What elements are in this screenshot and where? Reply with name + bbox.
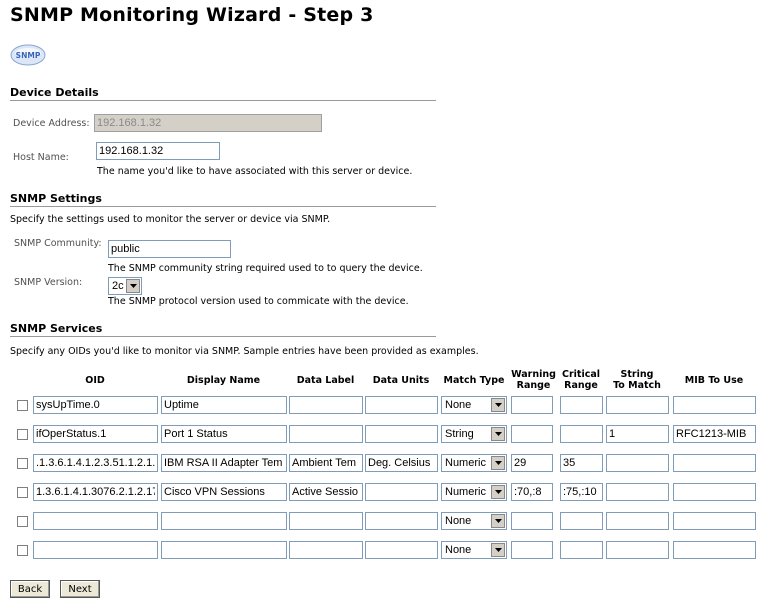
host-name-note: The name you'd like to have associated with this server or device. [97,166,413,177]
snmp-settings-heading: SNMP Settings [10,192,436,207]
mib-to-use-field[interactable] [673,541,756,559]
data-label-field[interactable] [289,454,363,472]
warning-range-field[interactable] [511,541,553,559]
display-name-field[interactable] [161,541,287,559]
string-to-match-field[interactable] [606,425,669,443]
snmp-community-field[interactable] [108,240,231,258]
col-header-match-type: Match Type [443,375,505,386]
host-name-label: Host Name: [13,152,69,163]
chevron-down-icon [491,485,505,499]
match-type-value: Numeric [445,486,486,498]
data-units-field[interactable] [365,454,438,472]
oid-field[interactable] [33,396,158,414]
snmp-version-value: 2c [112,280,124,292]
match-type-select[interactable] [441,396,507,414]
warning-range-field[interactable] [511,425,553,443]
mib-to-use-field[interactable] [673,512,756,530]
string-to-match-field[interactable] [606,396,669,414]
data-label-field[interactable] [289,425,363,443]
data-units-field[interactable] [365,483,438,501]
string-to-match-field[interactable] [606,512,669,530]
match-type-select[interactable] [441,512,507,530]
match-type-value: Numeric [445,457,486,469]
col-header-critical-range: Critical Range [561,369,600,391]
chevron-down-icon [491,427,505,441]
row-checkbox[interactable] [17,458,28,469]
data-units-field[interactable] [365,541,438,559]
data-label-field[interactable] [289,396,363,414]
string-to-match-field[interactable] [606,541,669,559]
display-name-field[interactable] [161,396,287,414]
match-type-select[interactable] [441,425,507,443]
host-name-field[interactable] [96,142,220,160]
chevron-down-icon [491,514,505,528]
data-label-field[interactable] [289,512,363,530]
string-to-match-field[interactable] [606,483,669,501]
row-checkbox[interactable] [17,516,28,527]
snmp-services-intro: Specify any OIDs you'd like to monitor via SNMP. Sample entries have been provided as examples. [10,346,479,357]
mib-to-use-field[interactable] [673,483,756,501]
col-header-oid: OID [85,375,105,386]
match-type-value: None [445,544,472,556]
warning-range-field[interactable] [511,483,553,501]
next-button[interactable]: Next [60,580,100,598]
critical-range-field[interactable] [560,483,603,501]
snmp-logo-icon [10,44,46,66]
chevron-down-icon [491,456,505,470]
back-button[interactable]: Back [10,580,50,598]
data-label-field[interactable] [289,541,363,559]
snmp-services-heading: SNMP Services [10,322,436,337]
snmp-version-note: The SNMP protocol version used to commicate with the device. [108,296,409,307]
mib-to-use-field[interactable] [673,425,756,443]
match-type-value: None [445,515,472,527]
snmp-community-label: SNMP Community: [14,238,102,249]
display-name-field[interactable] [161,483,287,501]
device-address-label: Device Address: [13,118,90,129]
oid-field[interactable] [33,454,158,472]
col-header-string-to-match: String To Match [613,369,661,391]
oid-field[interactable] [33,483,158,501]
row-checkbox[interactable] [17,400,28,411]
snmp-settings-intro: Specify the settings used to monitor the server or device via SNMP. [10,214,331,225]
col-header-data-units: Data Units [372,375,430,386]
display-name-field[interactable] [161,454,287,472]
data-units-field[interactable] [365,512,438,530]
critical-range-field[interactable] [560,396,603,414]
string-to-match-field[interactable] [606,454,669,472]
warning-range-field[interactable] [511,396,553,414]
display-name-field[interactable] [161,425,287,443]
match-type-select[interactable] [441,483,507,501]
data-units-field[interactable] [365,396,438,414]
col-header-warning-range: Warning Range [511,369,556,391]
warning-range-field[interactable] [511,512,553,530]
critical-range-field[interactable] [560,512,603,530]
snmp-community-note: The SNMP community string required used to to query the device. [108,263,423,274]
device-address-field [94,114,322,132]
chevron-down-icon [491,543,505,557]
snmp-version-label: SNMP Version: [14,277,83,288]
oid-field[interactable] [33,512,158,530]
chevron-down-icon [491,398,505,412]
snmp-version-select[interactable] [108,277,142,295]
oid-field[interactable] [33,425,158,443]
row-checkbox[interactable] [17,545,28,556]
col-header-data-label: Data Label [296,375,355,386]
match-type-select[interactable] [441,454,507,472]
oid-field[interactable] [33,541,158,559]
match-type-value: None [445,399,472,411]
data-label-field[interactable] [289,483,363,501]
data-units-field[interactable] [365,425,438,443]
critical-range-field[interactable] [560,425,603,443]
mib-to-use-field[interactable] [673,396,756,414]
device-details-heading: Device Details [10,86,436,101]
chevron-down-icon [126,279,140,293]
display-name-field[interactable] [161,512,287,530]
mib-to-use-field[interactable] [673,454,756,472]
col-header-display-name: Display Name [186,375,261,386]
col-header-mib-to-use: MIB To Use [684,375,744,386]
row-checkbox[interactable] [17,487,28,498]
warning-range-field[interactable] [511,454,553,472]
logo-text: SNMP [15,51,41,60]
page-title: SNMP Monitoring Wizard - Step 3 [10,4,374,26]
critical-range-field[interactable] [560,454,603,472]
row-checkbox[interactable] [17,429,28,440]
critical-range-field[interactable] [560,541,603,559]
match-type-select[interactable] [441,541,507,559]
match-type-value: String [445,428,474,440]
